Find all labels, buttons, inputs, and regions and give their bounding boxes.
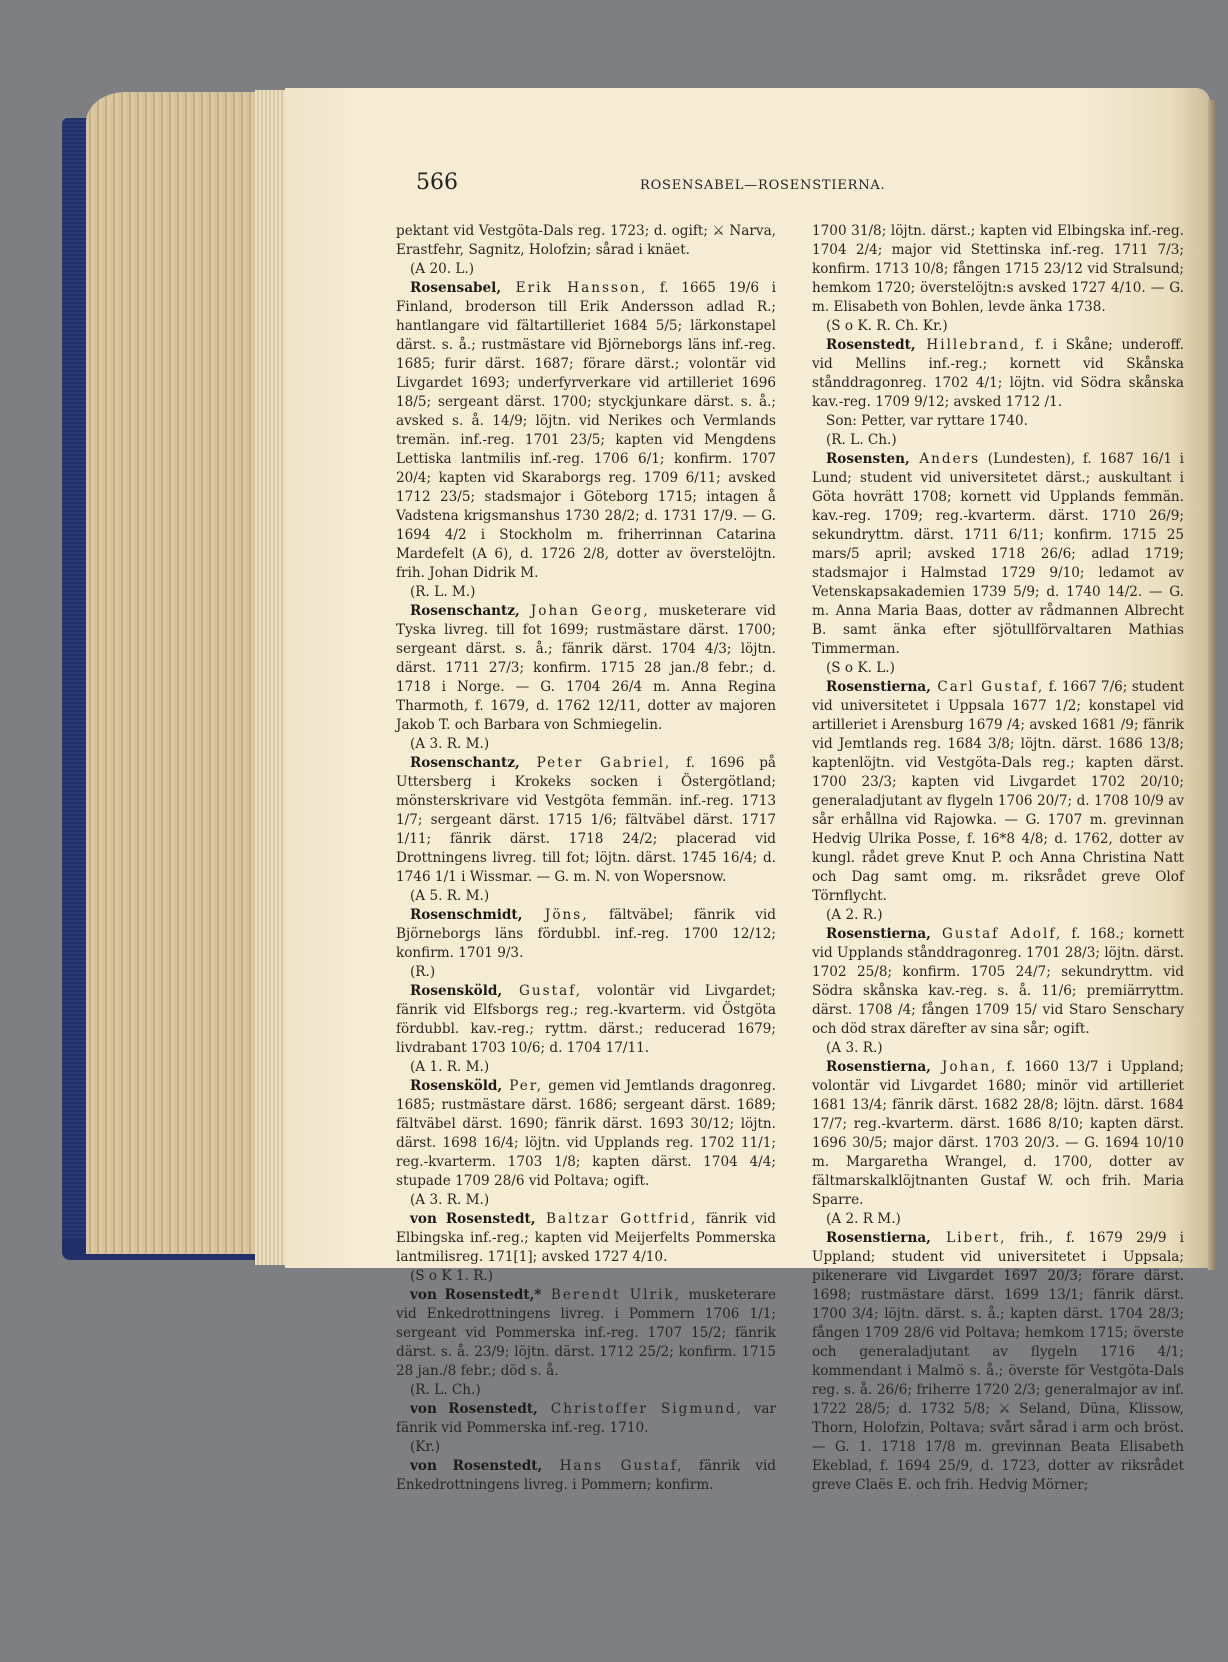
running-head (390, 170, 950, 200)
entry-reference: (Kr.) (410, 1439, 441, 1455)
page-gutter-edge (1208, 100, 1216, 1270)
entry-surname: Rosenstierna, (826, 1059, 931, 1075)
entry-text: volontär vid Livgardet; fänrik vid Elfsborgs reg.; reg.-kvarterm. vid Östgöta fördubbl. kav.-reg.; ryttm. därst.; reducerad 1679; livdrabant 1703 10/6; d. 1704 17/11. (396, 983, 776, 1056)
entry-given-name: Jöns, (522, 907, 589, 923)
entry-given-name: Peter Gabriel, (519, 755, 672, 771)
left-column (396, 222, 776, 1495)
entry-given-name: Hillebrand, (915, 337, 1027, 353)
biography-entry (812, 925, 1184, 1039)
entry-reference: (A 5. R. M.) (410, 888, 490, 904)
entry-text: f. 168.; kornett vid Upplands stånddragonreg. 1701 28/3; löjtn. därst. 1702 25/8; konfirm. 1705 24/7; sekundryttm. vid Södra skånska kav.-reg. s. å. 11/6; premiärryttm. därst. 1708 /4; fången 1709 15/ vid Staro Senschary och död strax därefter av sina sår; ogift. (812, 926, 1185, 1037)
entry-text: fänrik vid Elbingska inf.-reg.; kapten vid Meijerfelts Pommerska lantmilisreg. 171[1]; avsked 1727 4/10. (396, 1211, 776, 1265)
entry-surname: Rosensten, (826, 451, 910, 467)
entry-surname: von Rosenstedt, (410, 1211, 536, 1227)
entry-text: musketerare vid Tyska livreg. till fot 1699; rustmästare därst. 1700; sergeant därst. s. å.; fänrik därst. 1704 4/3; löjtn. därst. 1711 27/3; konfirm. 1715 28 jan./8 febr.; d. 1718 i Norge. — G. 1704 26/4 m. Anna Regina Tharmoth, f. 1679, d. 1762 12/11, dotter av majoren Jakob T. och Barbara von Schmiegelin. (396, 603, 776, 733)
entry-given-name: Anders (909, 451, 981, 467)
entry-surname: Rosensabel, (410, 280, 502, 296)
biography-entry (812, 678, 1184, 906)
entry-text: var fänrik vid Pommerska inf.-reg. 1710. (396, 1401, 776, 1436)
entry-given-name: Per, (502, 1078, 544, 1094)
entry-given-name: Johan, (930, 1059, 998, 1075)
entry-given-name: Berendt Ulrik, (541, 1287, 682, 1303)
entry-given-name: Baltzar Gottfrid, (535, 1211, 698, 1227)
entry-text: gemen vid Jemtlands dragonreg. 1685; rustmästare därst. 1686; sergeant därst. 1689; fältväbel därst. 1690; fänrik därst. 1693 30/12; löjtn. därst. 1698 16/4; löjtn. vid Upplands reg. 1702 11/1; reg.-kvarterm. 1703 1/8; kapten därst. 1704 4/4; stupade 1709 28/6 vid Poltava; ogift. (396, 1078, 776, 1189)
biography-entry (396, 602, 776, 735)
entry-reference: (A 2. R.) (826, 907, 883, 923)
entry-surname: Rosensköld, (410, 983, 503, 999)
biography-entry (396, 754, 776, 887)
entry-given-name: Christoffer Sigmund, (537, 1401, 743, 1417)
entry-reference: (S o K. R. Ch. Kr.) (826, 318, 948, 334)
entry-text: frih., f. 1679 29/9 i Uppland; student vid universitetet i Uppsala; pikenerare vid Livgardet 1697 20/3; förare därst. 1698; rustmästare därst. 1699 13/1; fänrik därst. 1700 3/4; löjtn. därst. s. å.; kapten därst. 1704 28/3; fången 1709 28/6 vid Poltava; hemkom 1715; överste och generaladjutant av flygeln 1716 4/1; kommendant i Malmö s. å.; överste för Vestgöta-Dals reg. s. å. 26/6; friherre 1720 2/3; generalmajor av inf. 1722 28/5; d. 1732 5/8; ⚔ Seland, Düna, Klissow, Thorn, Holofzin, Poltava; svårt sårad i arm och bröst. — G. 1. 1718 17/8 m. grevinnan Beata Elisabeth Ekeblad, f. 1694 25/9, d. 1723, dotter av riksrådet greve Claës E. och frih. Hedvig Mörner; (812, 1230, 1184, 1493)
entry-given-name: Libert, (930, 1230, 1007, 1246)
entry-text: fältväbel; fänrik vid Björneborgs läns fördubbl. inf.-reg. 1700 12/12; konfirm. 1701 9/3. (396, 907, 776, 961)
entry-given-name: Erik Hansson, (501, 280, 648, 296)
entry-reference: (S o K 1. R.) (410, 1268, 494, 1284)
biography-entry (396, 982, 776, 1058)
entry-surname: von Rosenstedt,* (410, 1287, 542, 1303)
biography-entry (396, 1286, 776, 1381)
biography-entry (396, 1400, 776, 1438)
biography-entry (396, 279, 776, 583)
biography-entry (812, 1058, 1184, 1210)
entry-surname: Rosenschantz, (410, 755, 520, 771)
entry-surname: Rosenstierna, (826, 679, 931, 695)
entry-surname: Rosenstierna, (826, 1230, 931, 1246)
entry-text: f. 1667 7/6; student vid universitetet i Uppsala 1677 1/2; konstapel vid artilleriet i Arensburg 1679 /4; avsked 1681 /9; fänrik vid Jemtlands reg. 1684 3/8; löjtn. därst. 1686 13/8; kaptenlöjtn. vid Vestgöta-Dals reg.; kapten därst. 1700 23/3; kapten vid Livgardet 1702 20/10; generaladjutant av flygeln 1706 20/7; d. 1708 10/9 av sår erhållna vid Rajowka. — G. 1707 m. grevinnan Hedvig Ulrika Posse, f. 16*8 4/8; d. 1762, dotter av kungl. rådet greve Knut P. och Anna Christina Natt och Dag samt omg. m. riksrådet greve Olof Törnflycht. (812, 679, 1184, 904)
entry-reference: (A 1. R. M.) (410, 1059, 490, 1075)
entry-reference: (R.) (410, 964, 436, 980)
entry-reference: (A 3. R. M.) (410, 736, 490, 752)
biography-entry (396, 1210, 776, 1267)
entry-given-name: Carl Gustaf, (930, 679, 1045, 695)
entry-reference: (R. L. M.) (410, 584, 476, 600)
entry-surname: Rosensköld, (410, 1078, 503, 1094)
biography-entry (812, 1229, 1184, 1495)
right-column (812, 222, 1184, 1495)
entry-surname: von Rosenstedt, (410, 1401, 538, 1417)
biography-entry (396, 1457, 776, 1495)
page-title: ROSENSABEL—ROSENSTIERNA. (640, 178, 886, 193)
entry-given-name: Johan Georg, (519, 603, 650, 619)
entry-surname: Rosenstedt, (826, 337, 916, 353)
biography-entry (396, 1077, 776, 1191)
entry-surname: Rosenstierna, (826, 926, 931, 942)
entry-continuation: 1700 31/8; löjtn. därst.; kapten vid Elbingska inf.-reg. 1704 2/4; major vid Stettinska inf.-reg. 1711 7/3; konfirm. 1713 10/8; fången 1715 23/12 vid Stralsund; hemkom 1720; överstelöjtn:s avsked 1727 4/10. — G. m. Elisabeth von Bohlen, levde änka 1738. (812, 223, 1184, 315)
page-number: 566 (416, 170, 458, 195)
entry-reference: Son: Petter, var ryttare 1740. (826, 413, 1028, 429)
entry-text: f. 1660 13/7 i Uppland; volontär vid Livgardet 1680; minör vid artilleriet 1681 13/4; fänrik därst. 1682 28/8; löjtn. därst. 1684 17/7; reg.-kvarterm. därst. 1686 8/10; kapten därst. 1696 30/5; major därst. 1703 20/3. — G. 1694 10/10 m. Margaretha Wrangel, d. 1700, dotter av fältmarskalklöjtnanten Gustaf W. och frih. Maria Sparre. (812, 1059, 1184, 1208)
entry-reference: (A 2. R M.) (826, 1211, 901, 1227)
entry-reference: (A 3. R. M.) (410, 1192, 490, 1208)
entry-text: fänrik vid Enkedrottningens livreg. i Pommern; konfirm. (396, 1458, 777, 1493)
entry-given-name: Gustaf, (502, 983, 583, 999)
entry-reference: (R. L. Ch.) (410, 1382, 481, 1398)
biography-entry (812, 336, 1184, 412)
entry-text: musketerare vid Enkedrottningens livreg. i Pommern 1706 1/1; sergeant vid Pommerska inf.-reg. 1707 15/2; fänrik därst. s. å. 23/9; löjtn. därst. 1712 25/2; konfirm. 1715 28 jan./8 febr.; död s. å. (396, 1287, 776, 1379)
entry-surname: Rosenschmidt, (410, 907, 523, 923)
entry-reference: (A 3. R.) (826, 1040, 883, 1056)
entry-text: f. 1665 19/6 i Finland, broderson till Erik Andersson adlad R.; hantlangare vid fältartilleriet 1684 5/5; lärkonstapel därst. s. å.; rustmästare vid Björneborgs läns inf.-reg. 1685; furir därst. 1687; förare därst.; volontär vid Livgardet 1693; underfyrverkare vid artilleriet 1696 18/5; sergeant därst. 1700; styckjunkare därst. s. å.; avsked s. å. 14/9; löjtn. vid Nerikes och Vermlands tremän. inf.-reg. 1701 23/5; kapten vid Mengdens Lettiska lantmilis inf.-reg. 1706 6/1; konfirm. 1707 20/4; kapten vid Skaraborgs reg. 1709 6/11; avsked 1712 23/5; stadsmajor i Göteborg 1715; intagen å Vadstena krigsmanshus 1730 28/2; d. 1731 17/9. — G. 1694 4/2 i Stockholm m. friherrinnan Catarina Mardefelt (A 6), d. 1726 2/8, dotter av överstelöjtn. frih. Johan Didrik M. (396, 280, 776, 581)
entry-text: f. 1696 på Uttersberg i Krokeks socken i Östergötland; mönsterskrivare vid Vestgöta femmän. inf.-reg. 1713 1/7; sergeant därst. 1715 1/6; fältväbel därst. 1717 1/11; fänrik därst. 1718 24/2; placerad vid Drottningens livreg. till fot; löjtn. därst. 1745 16/4; d. 1746 1/1 i Wissmar. — G. m. N. von Wopersnow. (396, 755, 777, 885)
entry-surname: Rosenschantz, (410, 603, 520, 619)
entry-given-name: Hans Gustaf, (542, 1458, 684, 1474)
entry-text: f. i Skåne; underoff. vid Mellins inf.-reg.; kornett vid Skånska stånddragonreg. 1702 4/1; löjtn. vid Södra skånska kav.-reg. 1709 9/12; avsked 1712 /1. (812, 337, 1184, 410)
entry-surname: von Rosenstedt, (410, 1458, 543, 1474)
entry-continuation: pektant vid Vestgöta-Dals reg. 1723; d. ogift; ⚔ Narva, Erastfehr, Sagnitz, Holofzin; sårad i knäet. (396, 223, 776, 258)
entry-reference: (A 20. L.) (410, 261, 475, 277)
entry-given-name: Gustaf Adolf, (930, 926, 1063, 942)
biography-entry (396, 906, 776, 963)
entry-reference: (S o K. L.) (826, 660, 895, 676)
biography-entry (812, 450, 1184, 659)
entry-text: (Lundesten), f. 1687 16/1 i Lund; student vid universitetet därst.; auskultant i Göta hovrätt 1708; kornett vid Upplands femmän. kav.-reg. 1709; reg.-kvarterm. därst. 1710 26/9; sekundryttm. därst. 1711 6/11; konfirm. 1715 25 mars/5 april; avsked 1718 26/6; adlad 1719; stadsmajor i Halmstad 1729 9/10; ledamot av Vetenskapsakademien 1739 5/9; d. 1740 14/2. — G. m. Anna Maria Baas, dotter av rådmannen Albrecht B. samt änka efter sjötullförvaltaren Mathias Timmerman. (812, 451, 1184, 657)
entry-reference: (R. L. Ch.) (826, 432, 897, 448)
